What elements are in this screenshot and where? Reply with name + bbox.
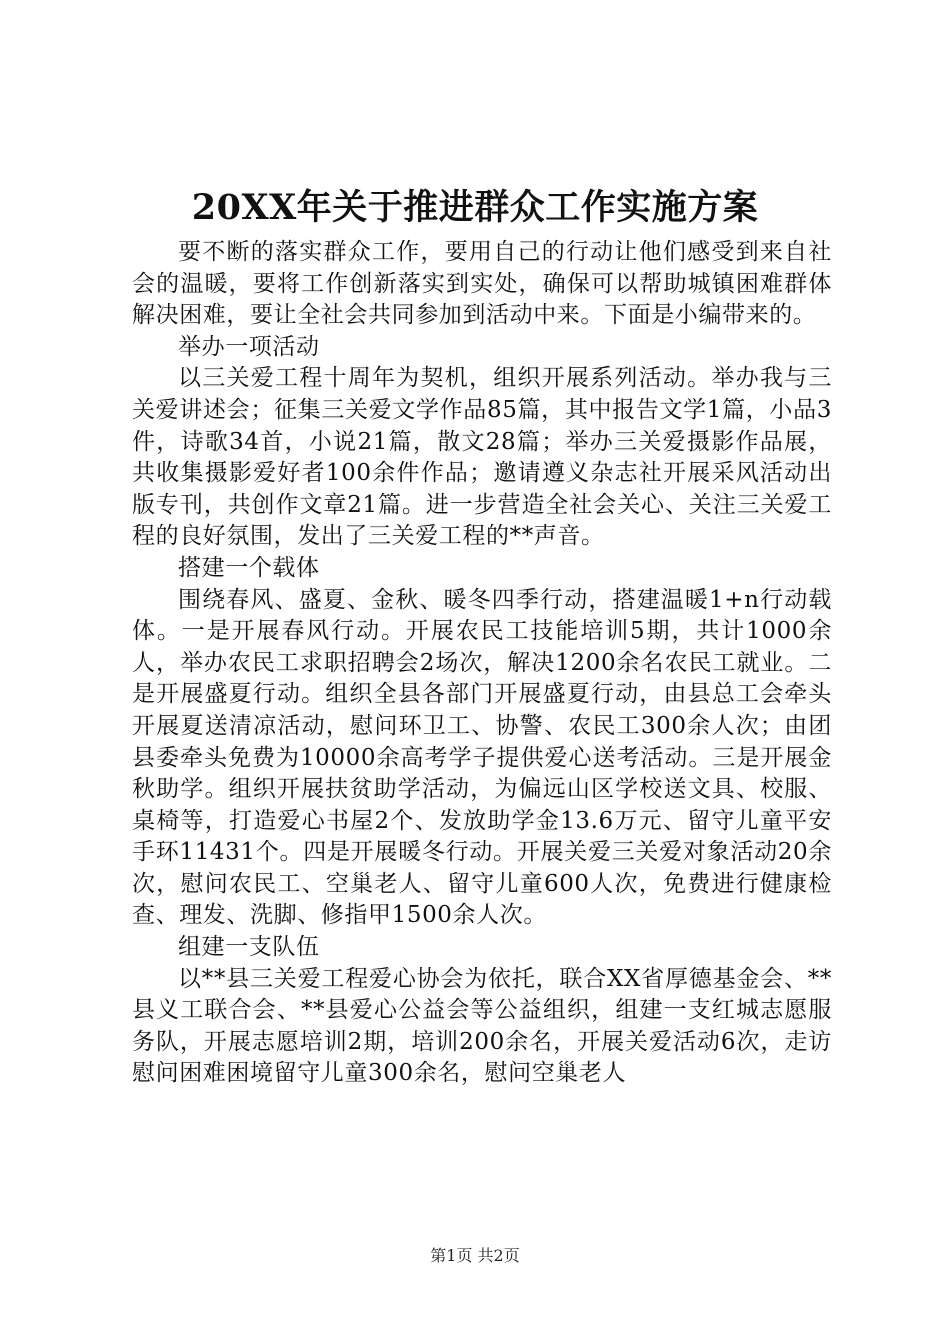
page-footer: 第1页 共2页 — [430, 1246, 520, 1265]
intro-paragraph: 要不断的落实群众工作，要用自己的行动让他们感受到来自社会的温暖，要将工作创新落实到实处，确保可以帮助城镇困难群体解决困难，要让全社会共同参加到活动中来。下面是小编带来的。 — [132, 239, 832, 329]
section-heading-activity: 举办一项活动 — [178, 333, 320, 360]
document-body — [132, 237, 832, 1090]
activity-paragraph: 以三关爱工程十周年为契机，组织开展系列活动。举办我与三关爱讲述会；征集三关爱文学作品85篇，其中报告文学1篇，小品3件，诗歌34首，小说21篇，散文28篇；举办三关爱摄影作品展，共收集摄影爱好者100余件作品；邀请遵义杂志社开展采风活动出版专刊，共创作文章21篇。进一步营造全社会关心、关注三关爱工程的良好氛围，发出了三关爱工程的**声音。 — [132, 365, 832, 550]
team-paragraph: 以**县三关爱工程爱心协会为依托，联合XX省厚德基金会、**县义工联合会、**县爱心公益会等公益组织，组建一支红城志愿服务队，开展志愿培训2期，培训200余名，开展关爱活动6次，走访慰问困难困境留守儿童300余名，慰问空巢老人 — [132, 965, 832, 1087]
carrier-paragraph: 围绕春风、盛夏、金秋、暖冬四季行动，搭建温暖1+n行动载体。一是开展春风行动。开展农民工技能培训5期，共计1000余人，举办农民工求职招聘会2场次，解决1200余名农民工就业。二是开展盛夏行动。组织全县各部门开展盛夏行动，由县总工会牵头开展夏送清凉活动，慰问环卫工、协警、农民工300余人次；由团县委牵头免费为10000余高考学子提供爱心送考活动。三是开展金秋助学。组织开展扶贫助学活动，为偏远山区学校送文具、校服、桌椅等，打造爱心书屋2个、发放助学金13.6万元、留守儿童平安手环11431个。四是开展暖冬行动。开展关爱三关爱对象活动20余次，慰问农民工、空巢老人、留守儿童600人次，免费进行健康检查、理发、洗脚、修指甲1500余人次。 — [132, 586, 832, 929]
section-heading-team: 组建一支队伍 — [178, 934, 320, 961]
section-heading-carrier: 搭建一个载体 — [178, 554, 320, 581]
document-title: 20XX年关于推进群众工作实施方案 — [191, 187, 759, 228]
